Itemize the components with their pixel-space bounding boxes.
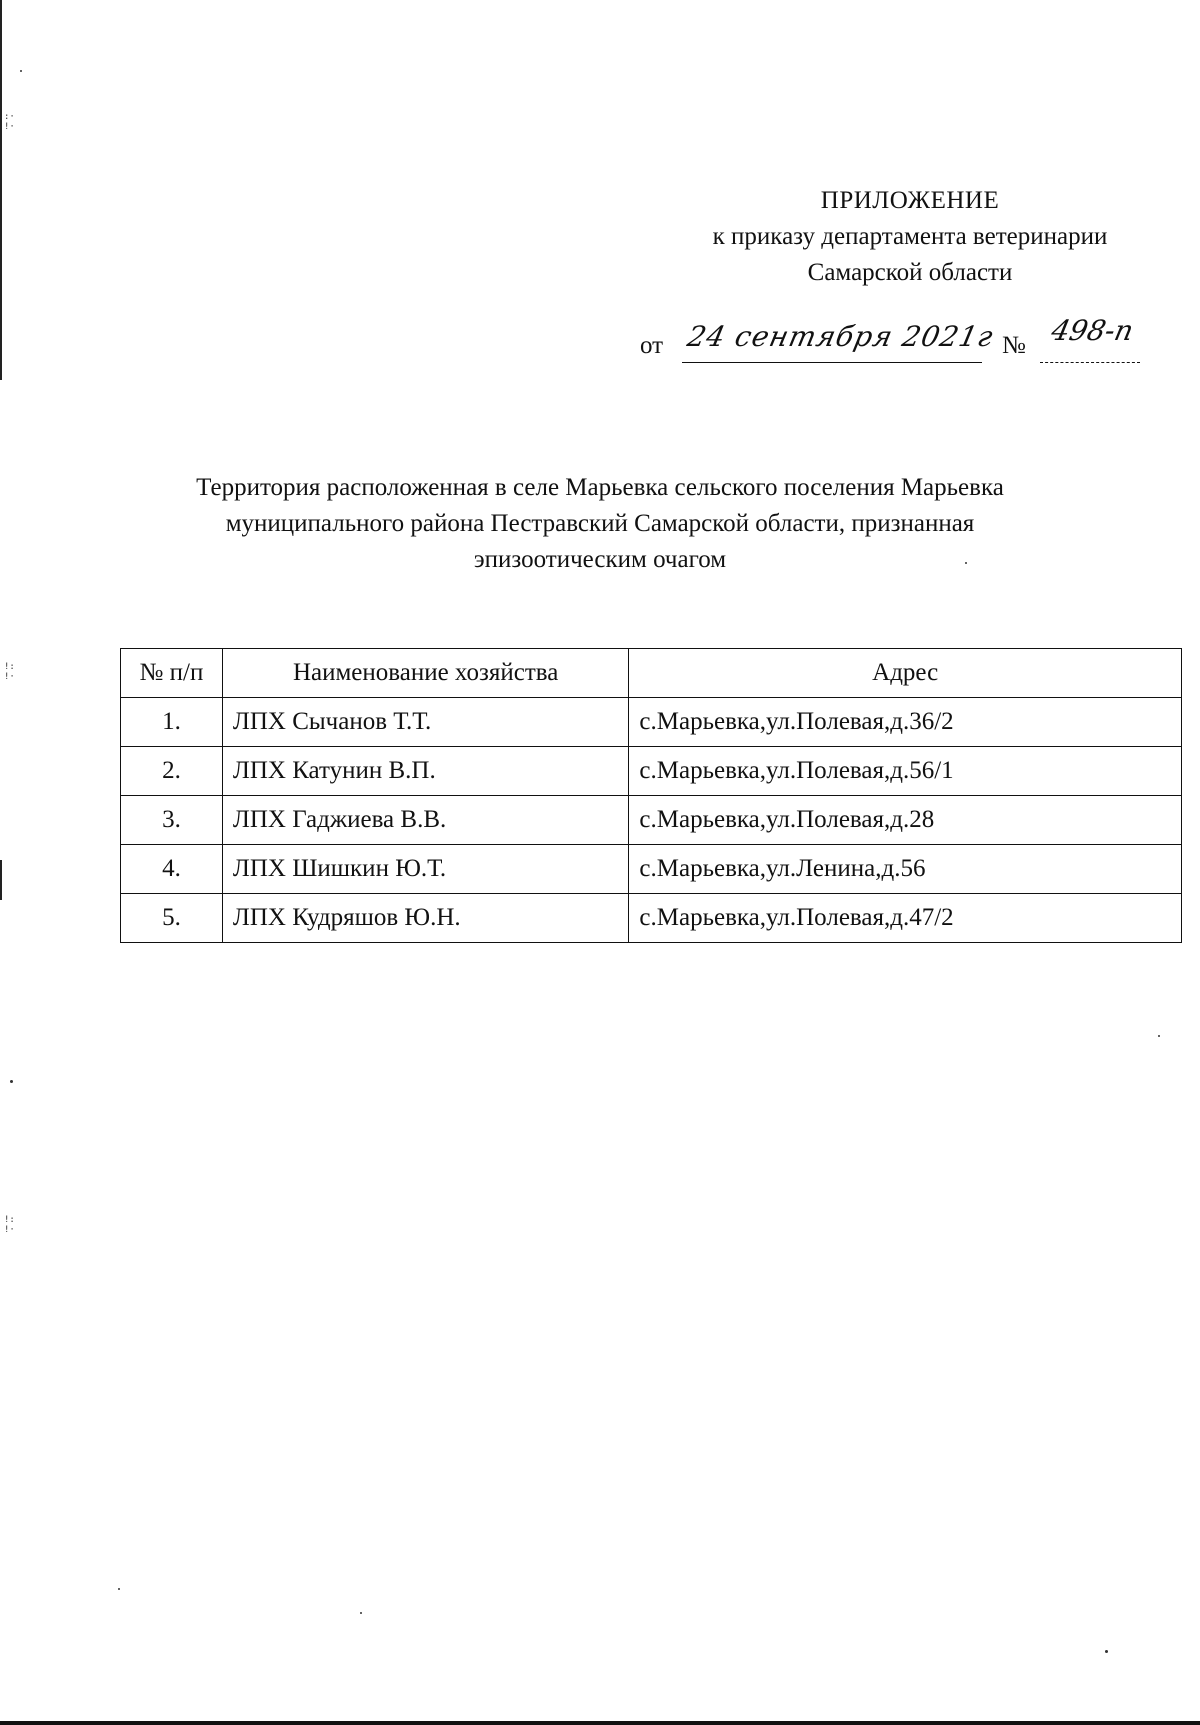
farm-name: ЛПХ Кудряшов Ю.Н. [222, 894, 629, 943]
appendix-subtitle: к приказу департамента ветеринарии [712, 223, 1108, 250]
farm-name: ЛПХ Шишкин Ю.Т. [222, 845, 629, 894]
farm-address: с.Марьевка,ул.Полевая,д.36/2 [629, 698, 1182, 747]
scan-edge-line [0, 0, 2, 380]
heading-line: эпизоотическим очагом [473, 546, 727, 573]
scan-speck [360, 1612, 362, 1614]
column-header-farm-name: Наименование хозяйства [222, 649, 629, 698]
table-header-row [121, 649, 1182, 698]
row-number: 4. [121, 845, 223, 894]
column-header-address: Адрес [629, 649, 1182, 698]
farms-table [120, 648, 1182, 943]
heading-line: муниципального района Пестравский Самарской области, признанная [225, 510, 975, 537]
binder-hole-mark: !: !· [4, 1215, 15, 1235]
farm-address: с.Марьевка,ул.Полевая,д.28 [629, 796, 1182, 845]
row-number: 2. [121, 747, 223, 796]
row-number: 5. [121, 894, 223, 943]
farm-name: ЛПХ Гаджиева В.В. [222, 796, 629, 845]
table-row [121, 845, 1182, 894]
farm-address: с.Марьевка,ул.Полевая,д.56/1 [629, 747, 1182, 796]
scan-bottom-edge [0, 1721, 1200, 1725]
order-number-handwritten: 498-п [1048, 314, 1137, 347]
binder-hole-mark: !: !· [4, 662, 15, 682]
appendix-header [640, 183, 1180, 291]
heading-line: Территория расположенная в селе Марьевка сельского поселения Марьевка [196, 474, 1004, 501]
row-number: 1. [121, 698, 223, 747]
appendix-region: Самарской области [807, 259, 1013, 286]
farm-address: с.Марьевка,ул.Полевая,д.47/2 [629, 894, 1182, 943]
scan-edge-line [0, 860, 2, 900]
table-row [121, 796, 1182, 845]
column-header-number: № п/п [121, 649, 223, 698]
order-number-field [1040, 314, 1140, 363]
scan-speck [1105, 1650, 1108, 1653]
table-row [121, 894, 1182, 943]
from-label: от [640, 332, 664, 359]
scan-speck [118, 1588, 120, 1590]
scan-speck [20, 70, 22, 72]
table-row [121, 747, 1182, 796]
number-label: № [1002, 332, 1026, 359]
order-date-field [682, 320, 997, 363]
order-date-handwritten: 24 сентября 2021г [684, 320, 997, 353]
farm-name: ЛПХ Катунин В.П. [222, 747, 629, 796]
scan-speck [1158, 1035, 1160, 1037]
row-number: 3. [121, 796, 223, 845]
table-row [121, 698, 1182, 747]
scan-speck [10, 1080, 13, 1083]
order-reference [640, 314, 1180, 368]
document-heading [120, 470, 1080, 578]
farm-name: ЛПХ Сычанов Т.Т. [222, 698, 629, 747]
appendix-title: ПРИЛОЖЕНИЕ [820, 187, 1000, 214]
binder-hole-mark: :· !· [4, 112, 15, 132]
farm-address: с.Марьевка,ул.Ленина,д.56 [629, 845, 1182, 894]
